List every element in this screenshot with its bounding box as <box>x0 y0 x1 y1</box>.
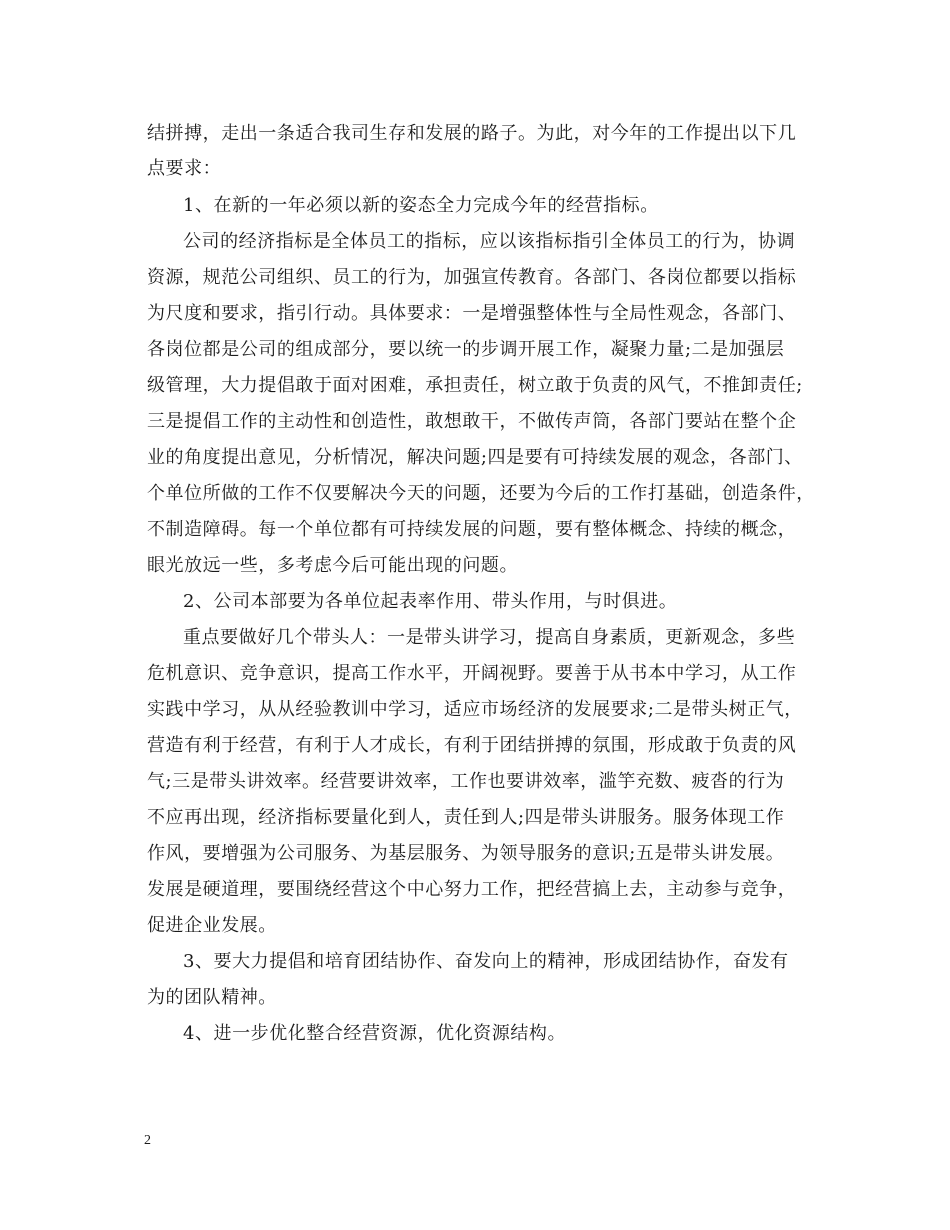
body-line: 三是提倡工作的主动性和创造性，敢想敢干，不做传声筒，各部门要站在整个企 <box>147 411 797 432</box>
body-line: 公司的经济指标是全体员工的指标，应以该指标指引全体员工的行为，协调 <box>183 231 796 252</box>
body-line: 各岗位都是公司的组成部分，要以统一的步调开展工作，凝聚力量;二是加强层 <box>147 339 785 360</box>
section-heading-3: 3、要大力提倡和培育团结协作、奋发向上的精神，形成团结协作，奋发有 <box>183 951 789 972</box>
body-line: 营造有利于经营，有利于人才成长，有利于团结拼搏的氛围，形成敢于负责的风 <box>147 735 797 756</box>
body-line: 结拼搏，走出一条适合我司生存和发展的路子。为此，对今年的工作提出以下几 <box>147 123 797 144</box>
body-line: 实践中学习，从从经验教训中学习，适应市场经济的发展要求;二是带头树正气， <box>147 699 803 720</box>
body-line: 危机意识、竞争意识，提高工作水平，开阔视野。要善于从书本中学习，从工作 <box>147 663 797 684</box>
body-line: 点要求： <box>147 158 222 179</box>
body-line: 眼光放远一些，多考虑今后可能出现的问题。 <box>147 555 518 576</box>
body-line: 级管理，大力提倡敢于面对困难，承担责任，树立敢于负责的风气，不推卸责任; <box>147 375 803 396</box>
page-number: 2 <box>144 1133 151 1148</box>
body-line: 资源，规范公司组织、员工的行为，加强宣传教育。各部门、各岗位都要以指标 <box>147 267 797 288</box>
section-heading-4: 4、进一步优化整合经营资源，优化资源结构。 <box>183 1023 566 1044</box>
body-line: 不制造障碍。每一个单位都有可持续发展的问题，要有整体概念、持续的概念， <box>147 519 797 540</box>
body-line: 个单位所做的工作不仅要解决今天的问题，还要为今后的工作打基础，创造条件， <box>147 483 815 504</box>
body-line: 气;三是带头讲效率。经营要讲效率，工作也要讲效率，滥竽充数、疲沓的行为 <box>147 771 785 792</box>
body-line: 促进企业发展。 <box>147 915 277 936</box>
section-heading-2: 2、公司本部要为各单位起表率作用、带头作用，与时俱进。 <box>183 591 678 612</box>
body-line: 发展是硬道理，要围绕经营这个中心努力工作，把经营搞上去，主动参与竞争， <box>147 879 797 900</box>
body-line: 重点要做好几个带头人：一是带头讲学习，提高自身素质，更新观念，多些 <box>183 627 796 648</box>
body-line: 为尺度和要求，指引行动。具体要求：一是增强整体性与全局性观念，各部门、 <box>147 303 797 324</box>
body-line: 业的角度提出意见，分析情况，解决问题;四是要有可持续发展的观念，各部门、 <box>147 447 803 468</box>
body-line: 作风，要增强为公司服务、为基层服务、为领导服务的意识;五是带头讲发展。 <box>147 843 785 864</box>
body-line: 为的团队精神。 <box>147 987 277 1008</box>
body-line: 不应再出现，经济指标要量化到人，责任到人;四是带头讲服务。服务体现工作 <box>147 807 785 828</box>
section-heading-1: 1、在新的一年必须以新的姿态全力完成今年的经营指标。 <box>183 195 659 216</box>
